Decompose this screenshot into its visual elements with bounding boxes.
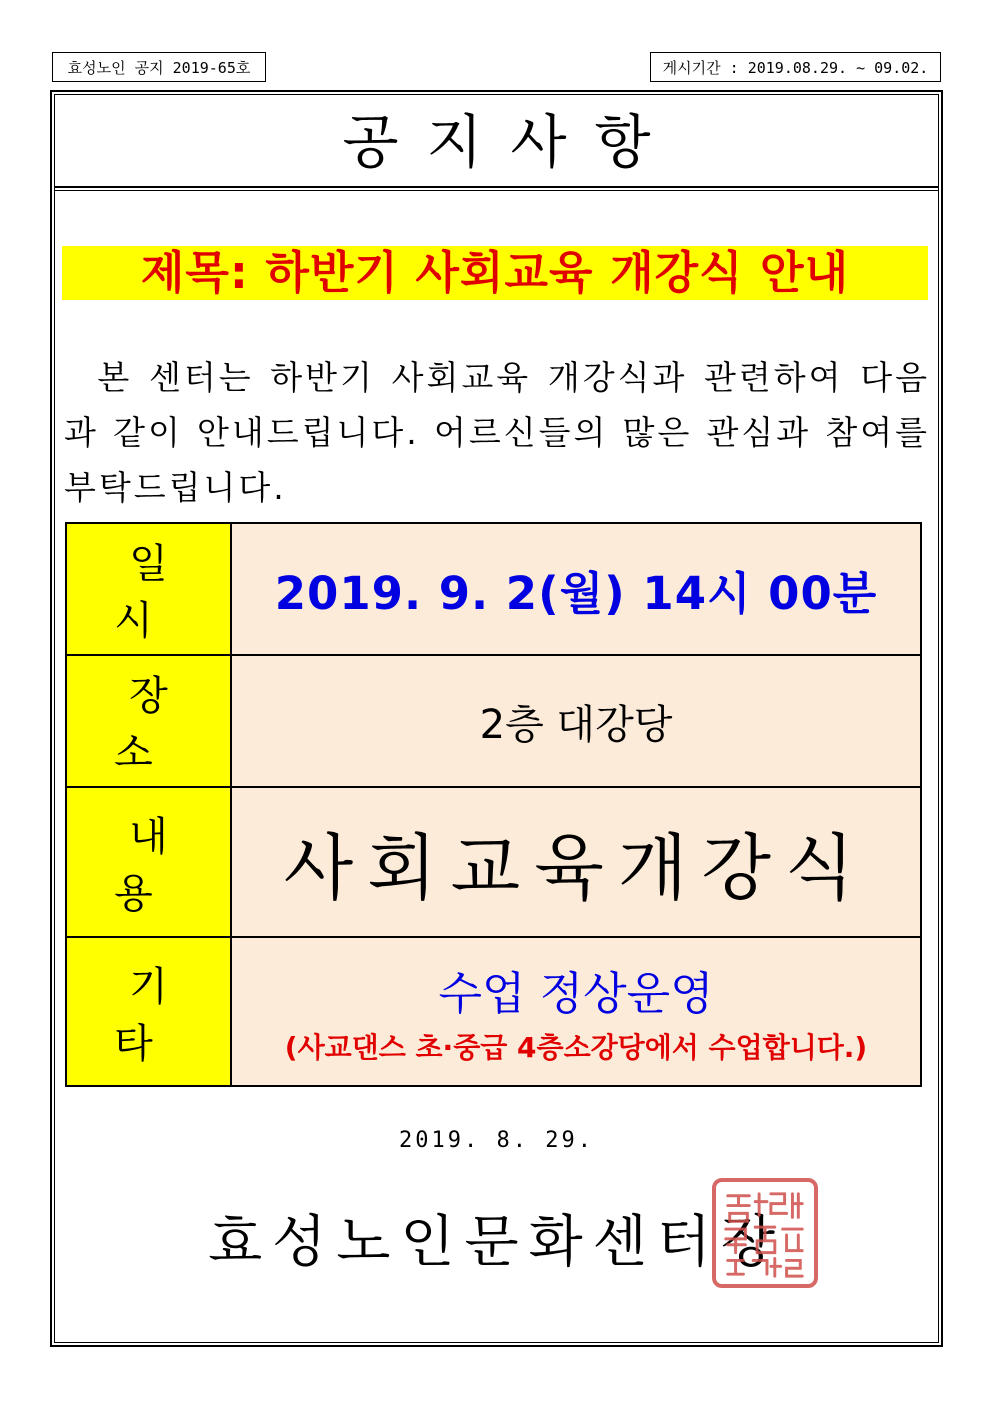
official-seal-stamp (712, 1178, 818, 1288)
body-paragraph (64, 350, 930, 515)
notice-number: 효성노인 공지 2019-65호 (52, 52, 266, 82)
datetime-cell (231, 523, 921, 655)
info-table (65, 522, 922, 1087)
content-value: 사회교육개강식 (283, 826, 869, 910)
etc-sub-value: (사교댄스 초·중급 4층소강당에서 수업합니다.) (284, 1031, 868, 1064)
posting-period: 게시기간 : 2019.08.29. ~ 09.02. (650, 52, 941, 82)
table-row-datetime (66, 523, 921, 655)
signature-name: 효성노인문화센터장 (208, 1210, 785, 1275)
subject-heading: 제목: 하반기 사회교육 개강식 안내 (62, 246, 928, 300)
datetime-label: 일시 (66, 523, 231, 655)
content-cell (231, 787, 921, 937)
place-value: 2층 대강당 (479, 701, 673, 748)
place-label: 장소 (66, 655, 231, 787)
body-text: 본 센터는 하반기 사회교육 개강식과 관련하여 다음과 같이 안내드립니다. 어르신들의 많은 관심과 참여를 부탁드립니다. (64, 358, 930, 507)
content-label: 내용 (66, 787, 231, 937)
place-cell (231, 655, 921, 787)
seal-pattern-icon (716, 1182, 814, 1284)
issue-date: 2019. 8. 29. (399, 1128, 594, 1153)
table-row-content (66, 787, 921, 937)
table-row-place (66, 655, 921, 787)
datetime-value: 2019. 9. 2(월) 14시 00분 (274, 566, 878, 620)
table-row-etc (66, 937, 921, 1086)
etc-label: 기타 (66, 937, 231, 1086)
title-divider-thin (54, 190, 939, 191)
page-title: 공지사항 (342, 108, 679, 176)
etc-cell (231, 937, 921, 1086)
etc-main-value: 수업 정상운영 (438, 967, 714, 1020)
title-divider (54, 186, 939, 188)
